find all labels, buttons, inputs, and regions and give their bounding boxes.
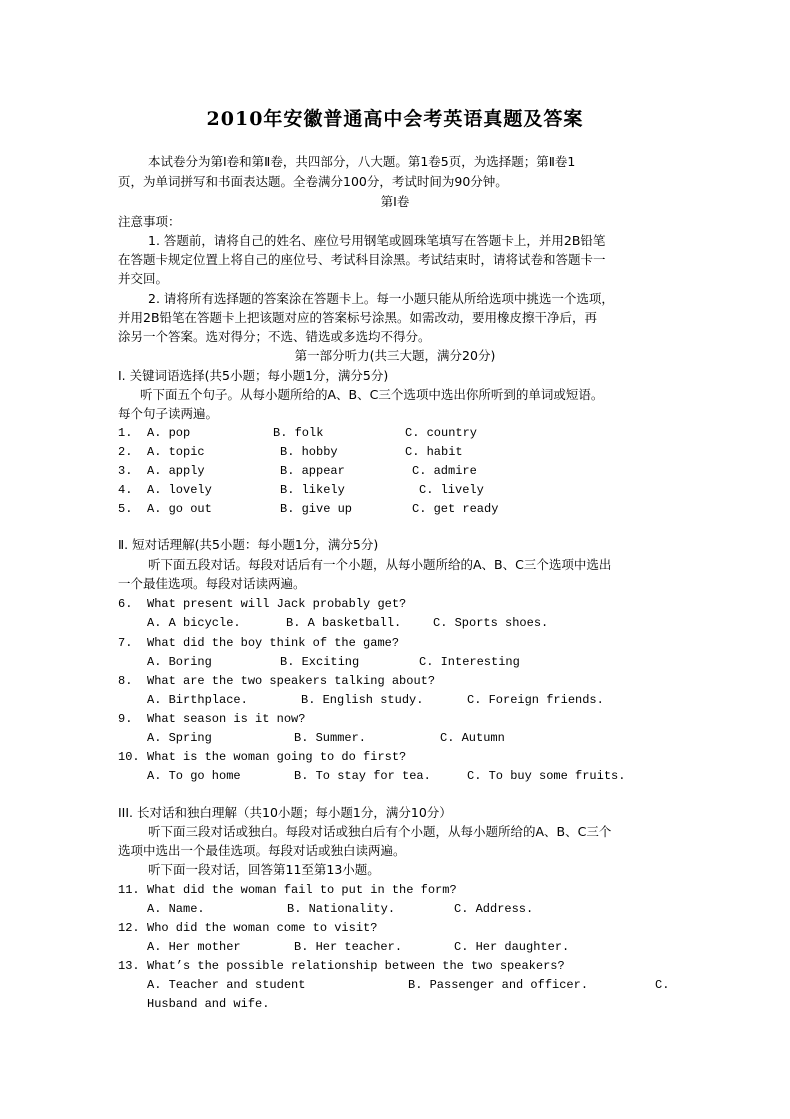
section-1-instruction-2: 每个句子读两遍。 [118, 406, 219, 421]
intro-line-1: 本试卷分为第Ⅰ卷和第Ⅱ卷，共四部分，八大题。第1卷5页，为选择题；第Ⅱ卷1 [148, 154, 576, 169]
section-1-instruction-1: 听下面五个句子。从每小题所给的A、B、C三个选项中选出你所听到的单词或短语。 [140, 387, 604, 402]
intro-line-2: 页，为单词拼写和书面表达题。全卷满分100分，考试时间为90分钟。 [118, 174, 508, 189]
section-3-instruction-2: 选项中选出一个最佳选项。每段对话或独白读两遍。 [118, 843, 406, 858]
section-2-heading: Ⅱ. 短对话理解(共5小题：每小题1分，满分5分) [118, 537, 379, 552]
note-1-line-3: 并交回。 [118, 271, 169, 286]
section-3-instruction-3: 听下面一段对话，回答第11至第13小题。 [148, 862, 380, 877]
section-2-instruction-2: 一个最佳选项。每段对话读两遍。 [118, 576, 306, 591]
notes-heading: 注意事项： [118, 214, 181, 229]
document-title: 2010年安徽普通高中会考英语真题及答案 [206, 108, 584, 130]
section-3-heading: III. 长对话和独白理解（共10小题；每小题1分，满分10分） [118, 805, 452, 820]
section-3-instruction-1: 听下面三段对话或独白。每段对话或独白后有个小题，从每小题所给的A、B、C三个 [148, 824, 612, 839]
note-2-line-2: 并用2B铅笔在答题卡上把该题对应的答案标号涂黑。如需改动，要用橡皮擦干净后，再 [118, 310, 598, 325]
note-2-line-3: 涂另一个答案。选对得分；不选、错选或多选均不得分。 [118, 329, 431, 344]
section-1-heading: I. 关键词语选择(共5小题；每小题1分，满分5分) [118, 368, 389, 383]
note-2-line-1: 2. 请将所有选择题的答案涂在答题卡上。每一小题只能从所给选项中挑选一个选项， [148, 291, 614, 306]
note-1-line-2: 在答题卡规定位置上将自己的座位号、考试科目涂黑。考试结束时，请将试卷和答题卡一 [118, 252, 606, 267]
volume-heading: 第Ⅰ卷 [380, 194, 410, 209]
note-1-line-1: 1. 答题前，请将自己的姓名、座位号用钢笔或圆珠笔填写在答题卡上，并用2B铅笔 [148, 233, 606, 248]
section-2-instruction-1: 听下面五段对话。每段对话后有一个小题，从每小题所给的A、B、C三个选项中选出 [148, 557, 612, 572]
part-1-heading: 第一部分听力(共三大题，满分20分) [294, 348, 496, 363]
document-page: 2010年安徽普通高中会考英语真题及答案 本试卷分为第Ⅰ卷和第Ⅱ卷，共四部分，八大题。第1卷5页，为选择题；第Ⅱ卷1 页，为单词拼写和书面表达题。全卷满分100分，考试时间为90分钟。 第Ⅰ卷 注意事项： 1. 答题前，请将自己的姓名、座位号用钢笔或圆珠笔填写在答题卡上，并用2B铅笔 在答题卡规定位置上将自己的座位号、考试科目涂黑。考试结束时，请将试卷和答题卡一 并交回。 2. 请将所有选择题的答案涂在答题卡上。每一小题只能从所给选项中挑选一个选项， 并用2B铅笔在答题卡上把该题对应的答案标号涂黑。如需改动，要用橡皮擦干净后，再 涂另一个答案。选对得分；不选、错选或多选均不得分。 第一部分听力(共三大题，满分20分) I. 关键词语选择(共5小题；每小题1分，满分5分) 听下面五个句子。从每小题所给的A、B、C三个选项中选出你所听到的单词或短语。 每个句子读两遍。 1. A. pop B. folk C. country 2. A. topic B. hobby C. habit 3. A. apply B. appear C. admire 4. A. lovely B. likely C. lively 5. A. go out B. give up C. get ready Ⅱ. 短对话理解(共5小题：每小题1分，满分5分) 听下面五段对话。每段对话后有一个小题，从每小题所给的A、B、C三个选项中选出 一个最佳选项。每段对话读两遍。 6. What present will Jack probably get? A. A bicycle. B. A basketball. C. Sports shoes. 7. What did the boy think of the game? A. Boring B. Exciting C. Interesting 8. What are the two speakers talking about? A. Birthplace. B. English study. C. Foreign friends. 9. What season is it now? A. Spring B. Summer. C. Autumn 10. What is the woman going to do first? A. To go home B. To stay for tea. C. To buy some fruits. III. 长对话和独白理解（共10小题；每小题1分，满分10分） 听下面三段对话或独白。每段对话或独白后有个小题，从每小题所给的A、B、C三个 选项中选出一个最佳选项。每段对话或独白读两遍。 听下面一段对话，回答第11至第13小题。 11. What did the woman fail to put in the form? A. Name. B. Nationality. C. Address. 12. Who did the woman come to visit? A. Her mother B. Her teacher. C. Her daughter. 13. What’s the possible relationship between the two speakers? A. Teacher and student B. Passenger and officer. C. Husband and wife. [0, 0, 790, 1119]
